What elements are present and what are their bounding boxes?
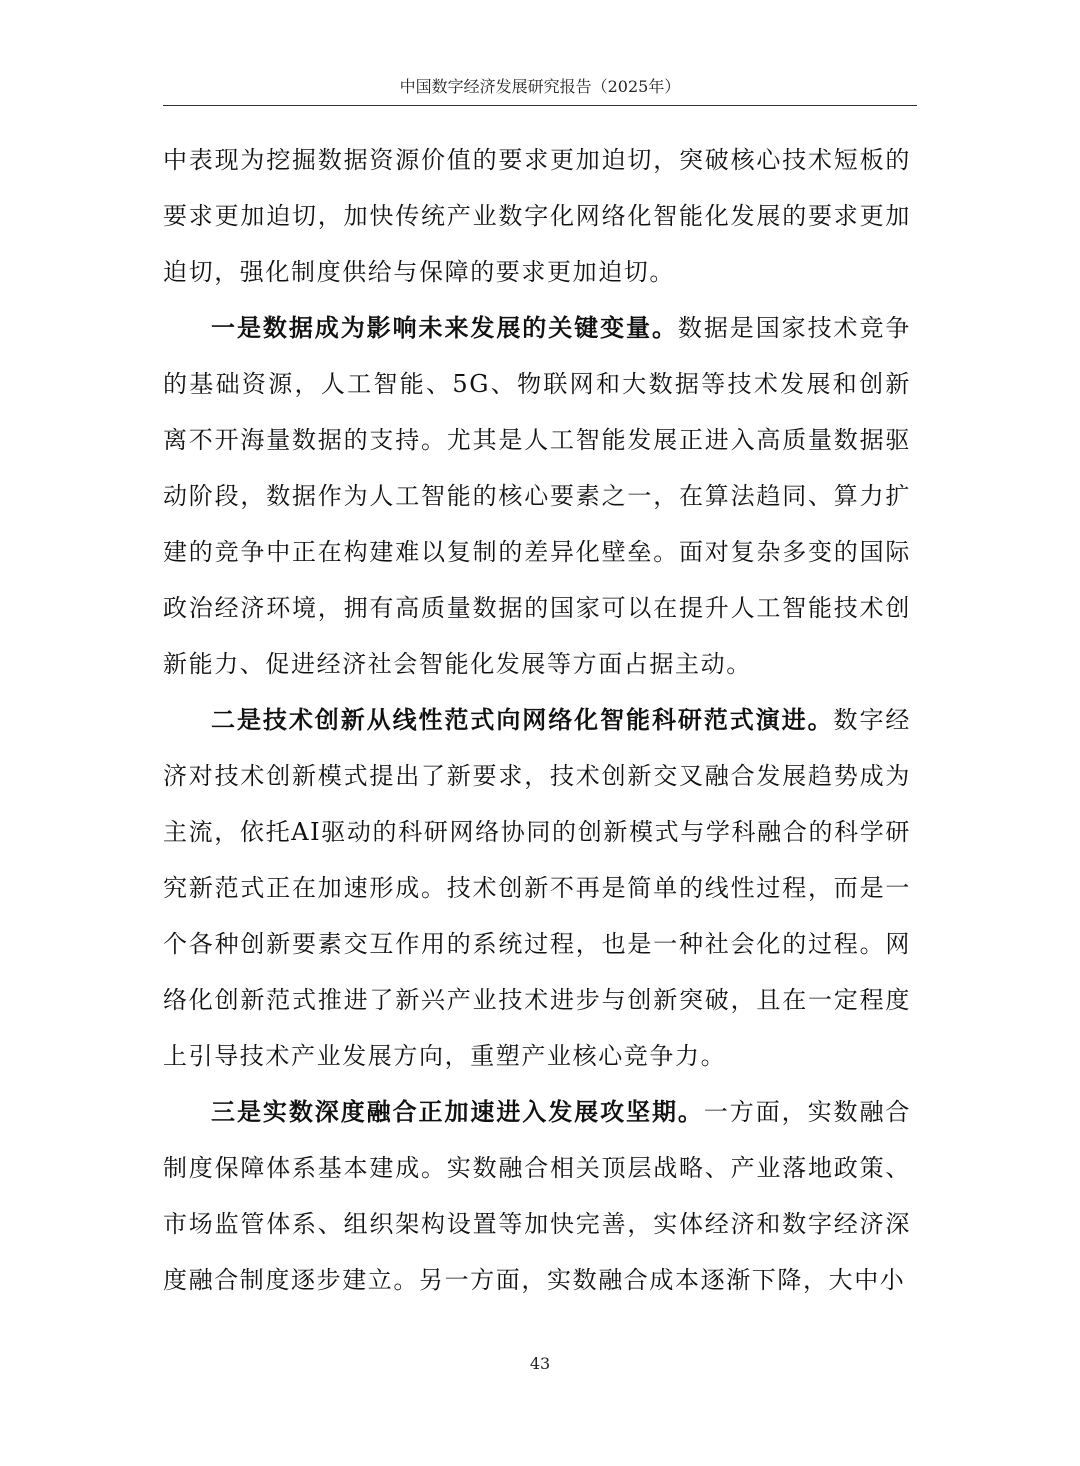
paragraph-continuation [163, 132, 911, 300]
paragraph-text: 一方面，实数融合制度保障体系基本建成。实数融合相关顶层战略、产业落地政策、市场监管体系、组织架构设置等加快完善，实体经济和数字经济深度融合制度逐步建立。另一方面，实数融合成本逐渐下降，大中小 [163, 1098, 911, 1294]
paragraph-text: 数据是国家技术竞争的基础资源，人工智能、5G、物联网和大数据等技术发展和创新离不开海量数据的支持。尤其是人工智能发展正进入高质量数据驱动阶段，数据作为人工智能的核心要素之一，在算法趋同、算力扩建的竞争中正在构建难以复制的差异化壁垒。面对复杂多变的国际政治经济环境，拥有高质量数据的国家可以在提升人工智能技术创新能力、促进经济社会智能化发展等方面占据主动。 [163, 314, 911, 678]
paragraph-lead: 三是实数深度融合正加速进入发展攻坚期。 [211, 1098, 704, 1126]
paragraph-integration [163, 1084, 911, 1308]
paragraph-text: 中表现为挖掘数据资源价值的要求更加迫切，突破核心技术短板的要求更加迫切，加快传统产业数字化网络化智能化发展的要求更加迫切，强化制度供给与保障的要求更加迫切。 [163, 146, 911, 286]
page-number: 43 [529, 1354, 551, 1373]
running-header: 中国数字经济发展研究报告（2025年） [163, 74, 917, 106]
paragraph-tech-innovation [163, 692, 911, 1084]
body-text [163, 132, 911, 1308]
paragraph-data-variable [163, 300, 911, 692]
paragraph-lead: 二是技术创新从线性范式向网络化智能科研范式演进。 [211, 706, 834, 734]
paragraph-lead: 一是数据成为影响未来发展的关键变量。 [211, 314, 678, 342]
paragraph-text: 数字经济对技术创新模式提出了新要求，技术创新交叉融合发展趋势成为主流，依托AI驱动的科研网络协同的创新模式与学科融合的科学研究新范式正在加速形成。技术创新不再是简单的线性过程，而是一个各种创新要素交互作用的系统过程，也是一种社会化的过程。网络化创新范式推进了新兴产业技术进步与创新突破，且在一定程度上引导技术产业发展方向，重塑产业核心竞争力。 [163, 706, 911, 1070]
